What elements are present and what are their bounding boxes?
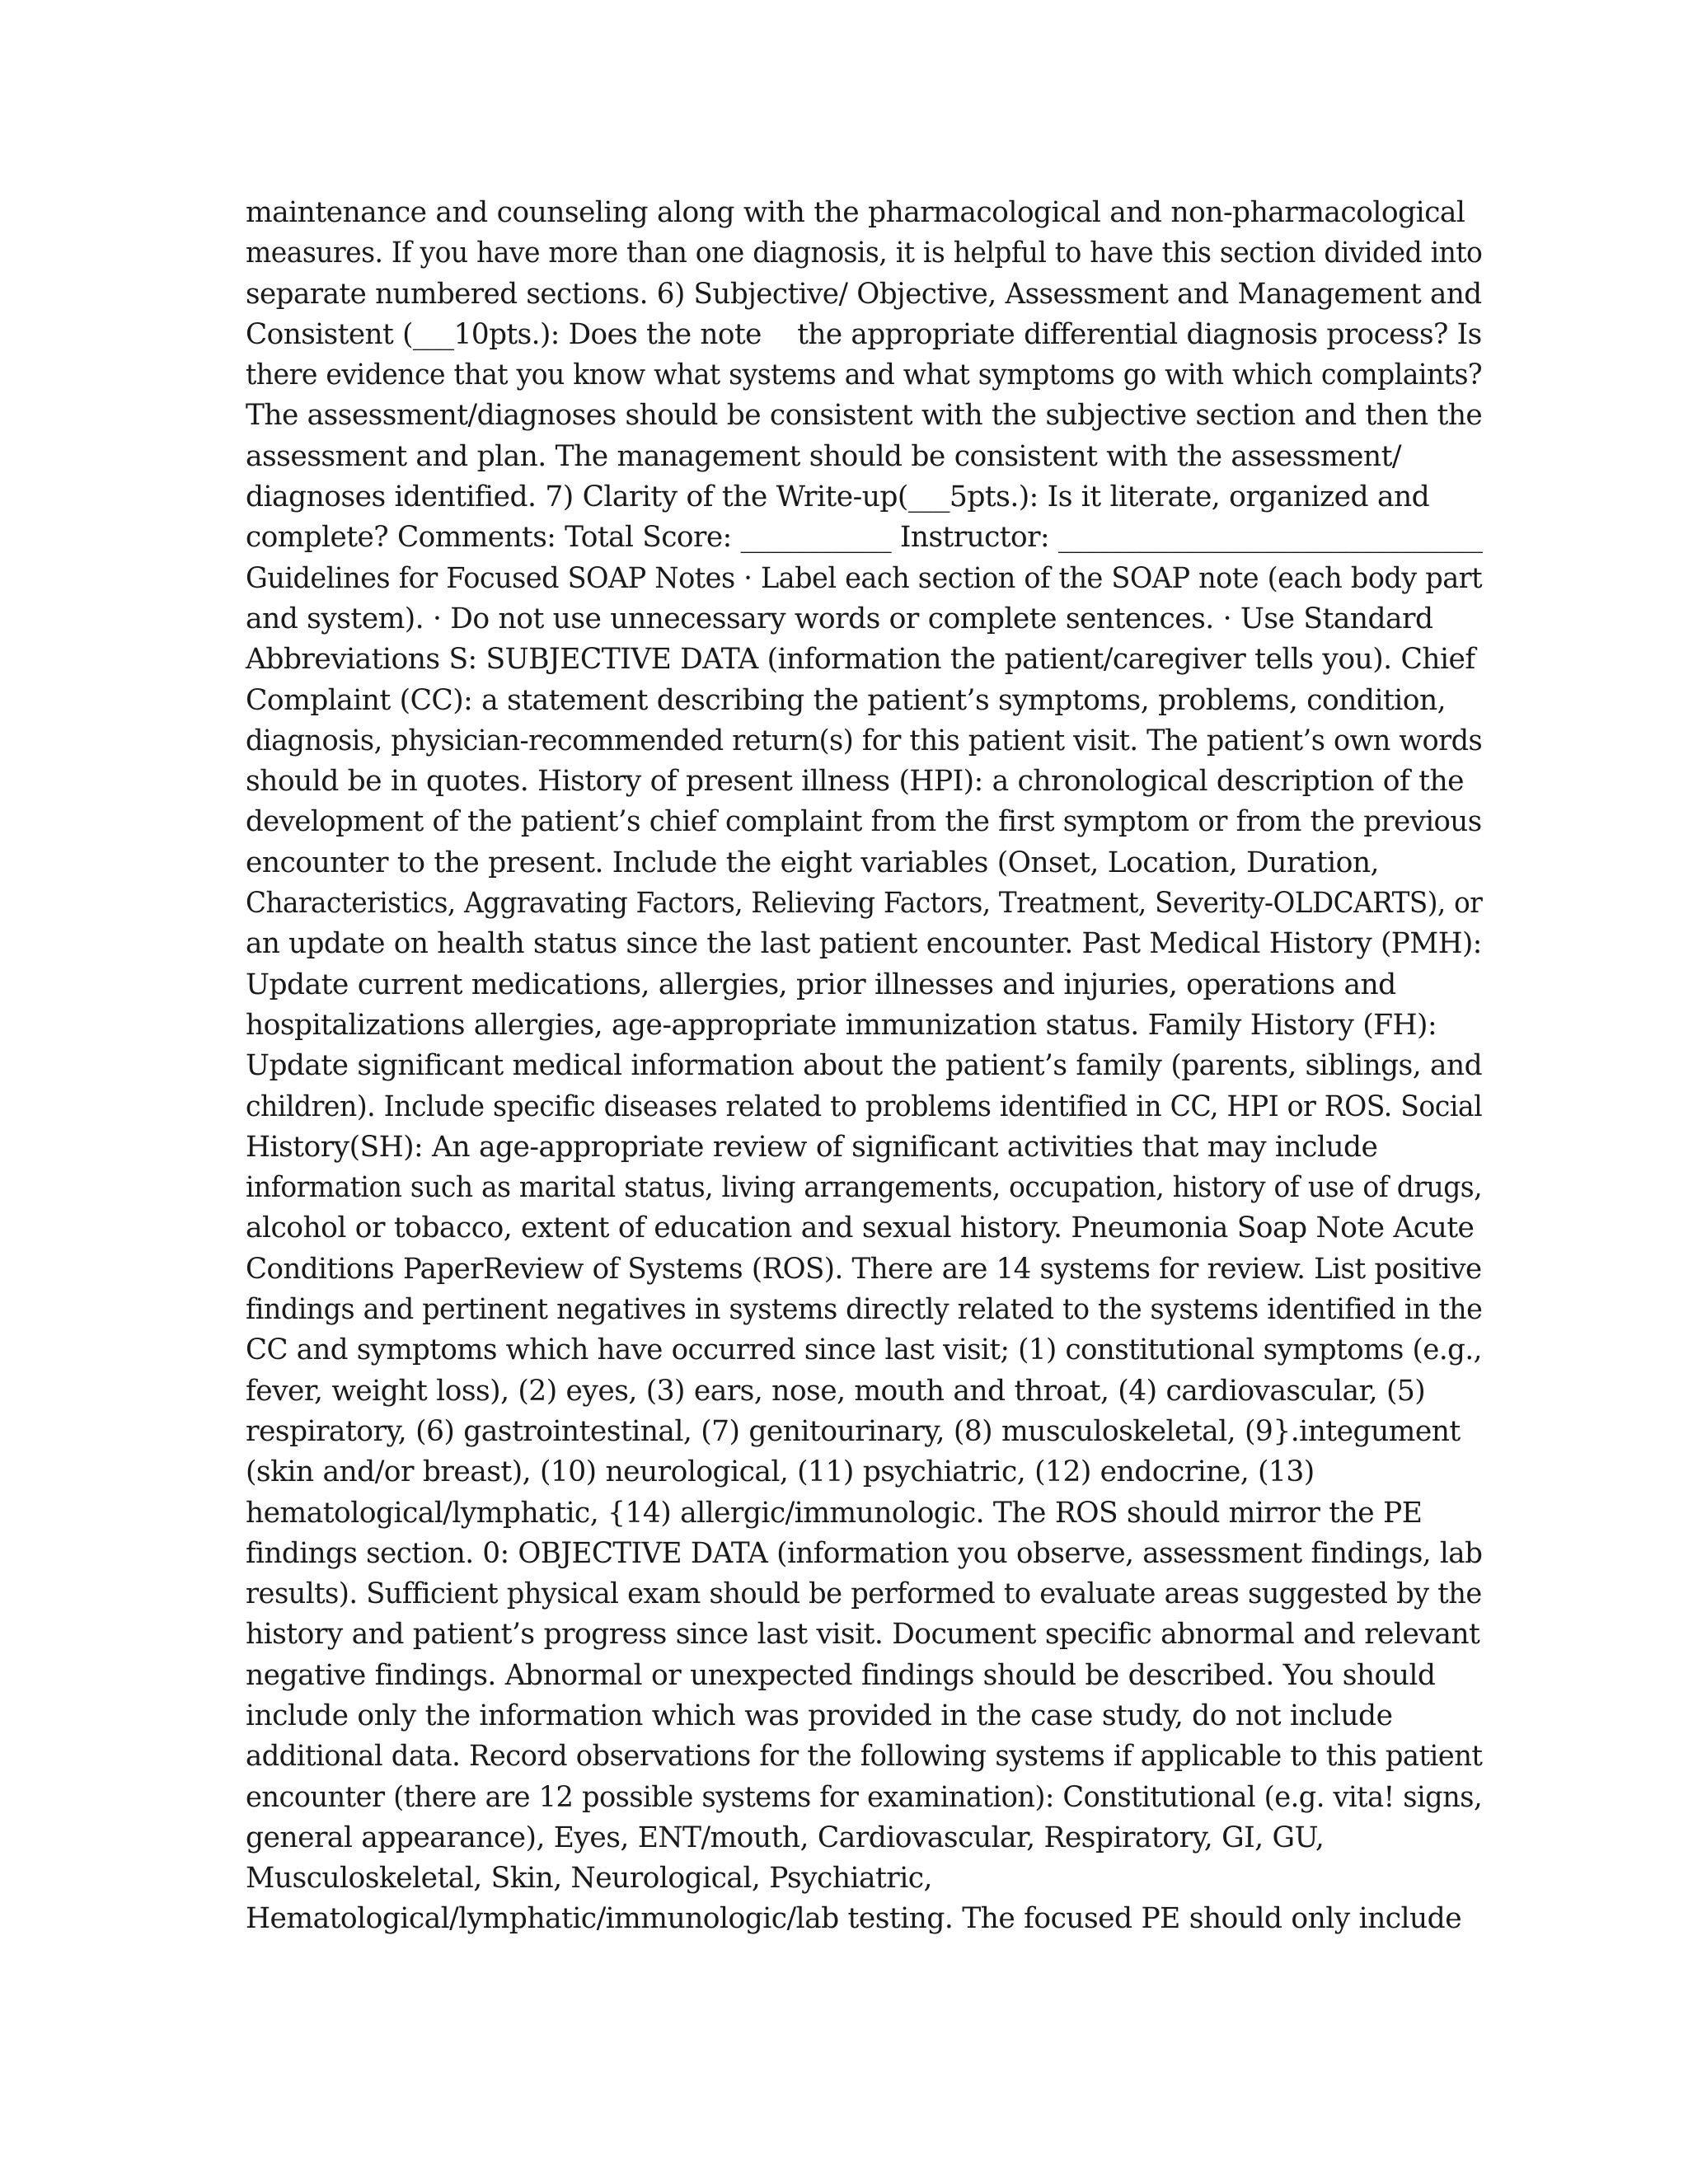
text-line: history and patient’s progress since last visit. Document specific abnormal and relevant xyxy=(246,1618,1480,1652)
text-line: an update on health status since the last patient encounter. Past Medical History (PMH): xyxy=(246,927,1482,961)
text-line: encounter (there are 12 possible systems for examination): Constitutional (e.g. vita! signs, xyxy=(246,1780,1483,1814)
text-line: maintenance and counseling along with the pharmacological and non-pharmacological xyxy=(246,196,1465,229)
text-line: negative findings. Abnormal or unexpected findings should be described. You should xyxy=(246,1658,1436,1692)
body-text xyxy=(246,193,1482,1940)
text-line: Update current medications, allergies, prior illnesses and injuries, operations and xyxy=(246,968,1396,1001)
text-line: fever, weight loss), (2) eyes, (3) ears, nose, mouth and throat, (4) cardiovascular, (5) xyxy=(246,1374,1426,1408)
text-line: diagnosis, physician-recommended return(s) for this patient visit. The patient’s own words xyxy=(246,724,1483,757)
text-line: there evidence that you know what systems and what symptoms go with which complaints? xyxy=(246,359,1483,392)
text-line: CC and symptoms which have occurred since last visit; (1) constitutional symptoms (e.g., xyxy=(246,1333,1482,1367)
text-line: hospitalizations allergies, age-appropriate immunization status. Family History (FH): xyxy=(246,1008,1437,1042)
text-line: Update significant medical information about the patient’s family (parents, siblings, and xyxy=(246,1049,1483,1083)
text-line: respiratory, (6) gastrointestinal, (7) genitourinary, (8) musculoskeletal, (9}.integument xyxy=(246,1414,1461,1448)
text-line: additional data. Record observations for the following systems if applicable to this patient xyxy=(246,1740,1483,1774)
text-line: children). Include specific diseases related to problems identified in CC, HPI or ROS. Social xyxy=(246,1090,1483,1123)
text-line: Abbreviations S: SUBJECTIVE DATA (information the patient/caregiver tells you). Chief xyxy=(246,643,1475,677)
text-line: include only the information which was provided in the case study, do not include xyxy=(246,1699,1393,1732)
text-line: should be in quotes. History of present illness (HPI): a chronological description of the xyxy=(246,765,1465,799)
text-line: hematological/lymphatic, {14) allergic/immunologic. The ROS should mirror the PE xyxy=(246,1496,1423,1530)
text-line: development of the patient’s chief complaint from the first symptom or from the previous xyxy=(246,805,1482,839)
text-line: Hematological/lymphatic/immunologic/lab testing. The focused PE should only include xyxy=(246,1902,1462,1936)
text-line: complete? Comments: Total Score: ___________ Instructor: _______________________________ xyxy=(246,521,1483,555)
text-line: results). Sufficient physical exam should be performed to evaluate areas suggested by the xyxy=(246,1577,1482,1611)
text-line: Consistent (___10pts.): Does the note the appropriate differential diagnosis process? Is xyxy=(246,317,1482,351)
text-line: Complaint (CC): a statement describing the patient’s symptoms, problems, condition, xyxy=(246,683,1447,717)
text-line: findings and pertinent negatives in systems directly related to the systems identified in the xyxy=(246,1293,1483,1327)
text-line: History(SH): An age-appropriate review of significant activities that may include xyxy=(246,1130,1378,1164)
text-line: The assessment/diagnoses should be consistent with the subjective section and then the xyxy=(246,399,1483,433)
text-line: Conditions PaperReview of Systems (ROS). There are 14 systems for review. List positive xyxy=(246,1252,1482,1286)
text-line: Guidelines for Focused SOAP Notes · Label each section of the SOAP note (each body part xyxy=(246,561,1483,595)
text-line: measures. If you have more than one diagnosis, it is helpful to have this section divided into xyxy=(246,237,1483,270)
text-line: separate numbered sections. 6) Subjective/ Objective, Assessment and Management and xyxy=(246,277,1482,311)
text-line: assessment and plan. The management should be consistent with the assessment/ xyxy=(246,439,1401,473)
text-line: alcohol or tobacco, extent of education and sexual history. Pneumonia Soap Note Acute xyxy=(246,1212,1475,1245)
text-line: Characteristics, Aggravating Factors, Relieving Factors, Treatment, Severity-OLDCARTS), or xyxy=(246,887,1483,921)
text-line: Musculoskeletal, Skin, Neurological, Psychiatric, xyxy=(246,1862,932,1896)
text-line: information such as marital status, living arrangements, occupation, history of use of drugs, xyxy=(246,1171,1483,1205)
text-line: general appearance), Eyes, ENT/mouth, Cardiovascular, Respiratory, GI, GU, xyxy=(246,1821,1325,1854)
text-line: diagnoses identified. 7) Clarity of the Write-up(___5pts.): Is it literate, organized and xyxy=(246,480,1430,514)
text-line: findings section. 0: OBJECTIVE DATA (information you observe, assessment findings, lab xyxy=(246,1536,1483,1570)
text-line: encounter to the present. Include the eight variables (Onset, Location, Duration, xyxy=(246,846,1379,879)
text-line: (skin and/or breast), (10) neurological, (11) psychiatric, (12) endocrine, (13) xyxy=(246,1455,1315,1489)
text-line: and system). · Do not use unnecessary words or complete sentences. · Use Standard xyxy=(246,602,1433,635)
